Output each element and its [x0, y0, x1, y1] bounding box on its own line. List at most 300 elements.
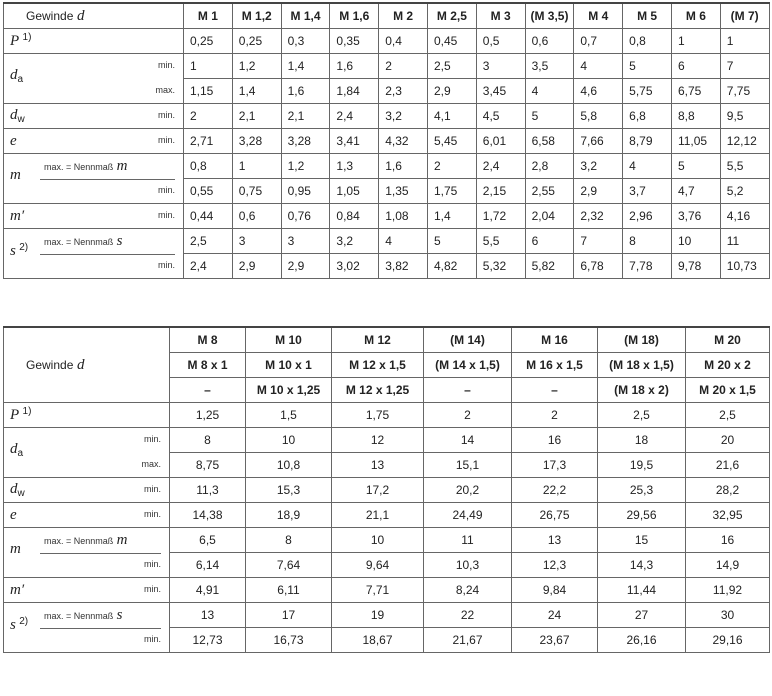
value-cell: 2,5 [598, 403, 686, 428]
row-m-max [4, 528, 770, 553]
qualifier-max-nenn: max. = Nennmaß [44, 536, 114, 546]
divider [40, 254, 175, 255]
label-symbol: m′ [10, 207, 25, 224]
value-cell: 5,8 [574, 104, 623, 129]
value-cell: 8 [170, 428, 246, 453]
label-symbol: s [10, 616, 16, 633]
value-cell: 5 [427, 229, 476, 254]
column-header: (M 3,5) [525, 3, 574, 29]
value-cell: 0,76 [281, 204, 330, 229]
value-cell: 11,3 [170, 478, 246, 503]
value-cell: 13 [512, 528, 598, 553]
value-cell: 2,9 [281, 254, 330, 279]
column-header: M 2 [379, 3, 428, 29]
value-cell: 24 [512, 603, 598, 628]
value-cell: 6 [671, 54, 720, 79]
header-label: Gewinde [26, 357, 74, 372]
value-cell: 3,45 [476, 79, 525, 104]
value-cell: 7,71 [332, 578, 424, 603]
da-symbol [10, 441, 23, 459]
value-cell: 2,4 [184, 254, 233, 279]
value-cell: 5,5 [720, 154, 769, 179]
max-nennmass [44, 532, 127, 549]
column-header: M 4 [574, 3, 623, 29]
value-cell: 5,2 [720, 179, 769, 204]
qualifier-min: min. [143, 584, 161, 594]
column-header: M 8 x 1 [170, 353, 246, 378]
value-cell: 0,7 [574, 29, 623, 54]
value-cell: 3,76 [671, 204, 720, 229]
m-symbol [10, 541, 21, 558]
value-cell: 4,32 [379, 129, 428, 154]
value-cell: 9,64 [332, 553, 424, 578]
label-subscript: a [17, 73, 24, 85]
footnote-ref: 2) [19, 615, 29, 627]
value-cell: 5,82 [525, 254, 574, 279]
nenn-symbol: s [116, 233, 123, 249]
value-cell: 12,3 [512, 553, 598, 578]
value-cell: 1,75 [332, 403, 424, 428]
value-cell: 15 [598, 528, 686, 553]
value-cell: 7,64 [246, 553, 332, 578]
column-header: (M 14) [424, 327, 512, 353]
value-cell: 2 [184, 104, 233, 129]
value-cell: 3 [281, 229, 330, 254]
value-cell: 9,78 [671, 254, 720, 279]
value-cell: 14,9 [686, 553, 770, 578]
value-cell: 21,1 [332, 503, 424, 528]
value-cell: 1,3 [330, 154, 379, 179]
value-cell: 1 [720, 29, 769, 54]
label-symbol: e [10, 132, 17, 149]
value-cell: 1,2 [232, 54, 281, 79]
header-symbol: d [77, 356, 85, 373]
value-cell: 2 [427, 154, 476, 179]
row-label-s-max [4, 229, 184, 254]
value-cell: 1,25 [170, 403, 246, 428]
column-header: M 10 x 1,25 [246, 378, 332, 403]
value-cell: 2,5 [184, 229, 233, 254]
value-cell: 11,92 [686, 578, 770, 603]
row-label-m-max [4, 154, 184, 179]
row-label-da-max [4, 440, 170, 478]
header-label: Gewinde [26, 8, 74, 23]
value-cell: 16 [512, 428, 598, 453]
value-cell: 2 [512, 403, 598, 428]
column-header: M 8 [170, 327, 246, 353]
value-cell: 17 [246, 603, 332, 628]
column-header: (M 18 x 1,5) [598, 353, 686, 378]
value-cell: 4 [379, 229, 428, 254]
row-label-da-max [4, 66, 184, 104]
value-cell: 1 [671, 29, 720, 54]
table-1 [3, 2, 770, 279]
value-cell: 29,16 [686, 628, 770, 653]
value-cell: 26,75 [512, 503, 598, 528]
value-cell: 0,35 [330, 29, 379, 54]
value-cell: 11,05 [671, 129, 720, 154]
value-cell: 6,14 [170, 553, 246, 578]
row-m1 [4, 204, 770, 229]
row-label-s-max [4, 603, 170, 628]
value-cell: 26,16 [598, 628, 686, 653]
value-cell: 3 [476, 54, 525, 79]
value-cell: 6 [525, 229, 574, 254]
value-cell: 19 [332, 603, 424, 628]
qualifier-min: min. [143, 509, 161, 519]
label-subscript: w [17, 488, 25, 499]
qualifier-min: min. [143, 633, 161, 644]
value-cell: 1,5 [246, 403, 332, 428]
value-cell: 1,6 [330, 54, 379, 79]
header-row [4, 3, 770, 29]
value-cell: 15,3 [246, 478, 332, 503]
row-s-min [4, 628, 770, 653]
row-label-da-min [4, 428, 170, 453]
value-cell: 8,79 [623, 129, 672, 154]
value-cell: 7,75 [720, 79, 769, 104]
qualifier-max-nenn: max. = Nennmaß [44, 237, 114, 247]
qualifier-min: min. [143, 558, 161, 569]
max-nennmass [44, 607, 122, 624]
column-header: M 20 x 1,5 [686, 378, 770, 403]
label-symbol: d [10, 481, 18, 497]
value-cell: 0,55 [184, 179, 233, 204]
value-cell: 7,78 [623, 254, 672, 279]
value-cell: 14,38 [170, 503, 246, 528]
value-cell: 10 [332, 528, 424, 553]
qualifier-min: min. [143, 484, 161, 494]
value-cell: 20 [686, 428, 770, 453]
value-cell: 6,78 [574, 254, 623, 279]
row-P [4, 403, 770, 428]
value-cell: 6,11 [246, 578, 332, 603]
value-cell: 2,71 [184, 129, 233, 154]
label-symbol: d [10, 107, 18, 123]
footnote-ref: 1) [22, 32, 32, 43]
value-cell: 4,6 [574, 79, 623, 104]
value-cell: 1,75 [427, 179, 476, 204]
column-header: M 16 x 1,5 [512, 353, 598, 378]
value-cell: 21,67 [424, 628, 512, 653]
row-da-min [4, 428, 770, 453]
label-symbol: m′ [10, 581, 25, 598]
value-cell: 3,2 [574, 154, 623, 179]
label-subscript: a [17, 447, 24, 459]
value-cell: 0,75 [232, 179, 281, 204]
row-s-min [4, 254, 770, 279]
value-cell: 0,95 [281, 179, 330, 204]
row-label-e [4, 129, 184, 154]
value-cell: 23,67 [512, 628, 598, 653]
value-cell: 6,5 [170, 528, 246, 553]
column-header: M 12 [332, 327, 424, 353]
value-cell: 2,3 [379, 79, 428, 104]
nenn-symbol: s [116, 607, 123, 623]
value-cell: 0,8 [184, 154, 233, 179]
nenn-symbol: m [116, 158, 128, 174]
value-cell: 12,12 [720, 129, 769, 154]
column-header: M 20 [686, 327, 770, 353]
qualifier-max: max. [141, 458, 161, 469]
value-cell: 2,9 [232, 254, 281, 279]
row-dw [4, 478, 770, 503]
value-cell: 14,3 [598, 553, 686, 578]
value-cell: 5 [623, 54, 672, 79]
row-label-dw [4, 104, 184, 129]
qualifier-min: min. [157, 110, 175, 120]
value-cell: 4,1 [427, 104, 476, 129]
row-label-P [4, 403, 170, 428]
value-cell: 1,2 [281, 154, 330, 179]
value-cell: 11 [720, 229, 769, 254]
column-header: (M 18) [598, 327, 686, 353]
column-header: (M 14 x 1,5) [424, 353, 512, 378]
value-cell: 1 [232, 154, 281, 179]
qualifier-min: min. [143, 434, 161, 444]
value-cell: 24,49 [424, 503, 512, 528]
value-cell: 8 [623, 229, 672, 254]
divider [40, 628, 161, 629]
value-cell: 0,8 [623, 29, 672, 54]
value-cell: 0,25 [184, 29, 233, 54]
column-header: M 10 [246, 327, 332, 353]
column-header: M 3 [476, 3, 525, 29]
value-cell: 4 [525, 79, 574, 104]
value-cell: 1,4 [427, 204, 476, 229]
column-header: M 12 x 1,5 [332, 353, 424, 378]
value-cell: 6,58 [525, 129, 574, 154]
qualifier-min: min. [157, 259, 175, 270]
s-symbol [10, 242, 28, 260]
row-m1 [4, 578, 770, 603]
value-cell: 8 [246, 528, 332, 553]
value-cell: 1,35 [379, 179, 428, 204]
value-cell: 2,96 [623, 204, 672, 229]
row-label-m1 [4, 578, 170, 603]
label-subscript: w [17, 114, 25, 125]
value-cell: 1,4 [232, 79, 281, 104]
value-cell: 1,4 [281, 54, 330, 79]
row-s-max [4, 229, 770, 254]
footnote-ref: 1) [22, 406, 32, 417]
row-da-max [4, 79, 770, 104]
value-cell: 5,75 [623, 79, 672, 104]
column-header: (M 18 x 2) [598, 378, 686, 403]
value-cell: 5,45 [427, 129, 476, 154]
qualifier-min: min. [157, 135, 175, 145]
value-cell: 6,8 [623, 104, 672, 129]
qualifier-max: max. [155, 84, 175, 95]
value-cell: 2 [424, 403, 512, 428]
label-symbol: s [10, 242, 16, 259]
value-cell: 13 [332, 453, 424, 478]
value-cell: 1,6 [379, 154, 428, 179]
column-header: M 1,2 [232, 3, 281, 29]
value-cell: 2,9 [427, 79, 476, 104]
column-header: M 5 [623, 3, 672, 29]
value-cell: 6,01 [476, 129, 525, 154]
value-cell: 0,45 [427, 29, 476, 54]
value-cell: 3,5 [525, 54, 574, 79]
value-cell: 7 [574, 229, 623, 254]
row-m-min [4, 553, 770, 578]
value-cell: 7,66 [574, 129, 623, 154]
column-header: – [424, 378, 512, 403]
value-cell: 22,2 [512, 478, 598, 503]
value-cell: 15,1 [424, 453, 512, 478]
row-label-P [4, 29, 184, 54]
value-cell: 29,56 [598, 503, 686, 528]
value-cell: 32,95 [686, 503, 770, 528]
value-cell: 9,84 [512, 578, 598, 603]
value-cell: 4 [623, 154, 672, 179]
value-cell: 10,3 [424, 553, 512, 578]
value-cell: 30 [686, 603, 770, 628]
value-cell: 27 [598, 603, 686, 628]
column-header: M 1 [184, 3, 233, 29]
value-cell: 18,9 [246, 503, 332, 528]
value-cell: 4,91 [170, 578, 246, 603]
value-cell: 18,67 [332, 628, 424, 653]
label-symbol: e [10, 506, 17, 523]
row-m-min [4, 179, 770, 204]
value-cell: 2,04 [525, 204, 574, 229]
value-cell: 1 [184, 54, 233, 79]
value-cell: 0,5 [476, 29, 525, 54]
label-symbol: d [10, 66, 18, 83]
value-cell: 4,5 [476, 104, 525, 129]
row-da-max [4, 453, 770, 478]
value-cell: 2,5 [427, 54, 476, 79]
value-cell: 17,3 [512, 453, 598, 478]
value-cell: 9,5 [720, 104, 769, 129]
header-gewinde [4, 3, 184, 29]
max-nennmass [44, 158, 127, 175]
value-cell: 7 [720, 54, 769, 79]
row-e [4, 503, 770, 528]
value-cell: 10,73 [720, 254, 769, 279]
value-cell: 5,32 [476, 254, 525, 279]
column-header: – [512, 378, 598, 403]
value-cell: 0,84 [330, 204, 379, 229]
column-header: M 2,5 [427, 3, 476, 29]
value-cell: 8,8 [671, 104, 720, 129]
value-cell: 3,28 [232, 129, 281, 154]
value-cell: 16 [686, 528, 770, 553]
value-cell: 16,73 [246, 628, 332, 653]
value-cell: 19,5 [598, 453, 686, 478]
header-symbol: d [77, 7, 85, 24]
value-cell: 0,6 [525, 29, 574, 54]
value-cell: 14 [424, 428, 512, 453]
value-cell: 2,8 [525, 154, 574, 179]
qualifier-min: min. [157, 184, 175, 195]
value-cell: 21,6 [686, 453, 770, 478]
column-header: M 1,6 [330, 3, 379, 29]
label-symbol: m [10, 166, 21, 183]
value-cell: 3,2 [330, 229, 379, 254]
value-cell: 3,28 [281, 129, 330, 154]
column-header: M 10 x 1 [246, 353, 332, 378]
row-da-min [4, 54, 770, 79]
value-cell: 1,72 [476, 204, 525, 229]
value-cell: 2,55 [525, 179, 574, 204]
da-symbol [10, 67, 23, 85]
value-cell: 1,15 [184, 79, 233, 104]
value-cell: 12,73 [170, 628, 246, 653]
value-cell: 3,82 [379, 254, 428, 279]
value-cell: 5 [671, 154, 720, 179]
value-cell: 11 [424, 528, 512, 553]
value-cell: 8,75 [170, 453, 246, 478]
column-header: (M 7) [720, 3, 769, 29]
row-e [4, 129, 770, 154]
column-header: – [170, 378, 246, 403]
value-cell: 4,7 [671, 179, 720, 204]
value-cell: 4 [574, 54, 623, 79]
value-cell: 11,44 [598, 578, 686, 603]
value-cell: 2,1 [232, 104, 281, 129]
label-symbol: d [10, 440, 18, 457]
label-symbol: m [10, 540, 21, 557]
value-cell: 1,08 [379, 204, 428, 229]
value-cell: 2,4 [476, 154, 525, 179]
value-cell: 1,6 [281, 79, 330, 104]
row-label-m-max [4, 528, 170, 553]
column-header: M 16 [512, 327, 598, 353]
row-label-da-min [4, 54, 184, 79]
value-cell: 13 [170, 603, 246, 628]
value-cell: 12 [332, 428, 424, 453]
header-row [4, 327, 770, 353]
value-cell: 3,02 [330, 254, 379, 279]
header-gewinde [4, 327, 170, 403]
row-label-dw [4, 478, 170, 503]
value-cell: 0,6 [232, 204, 281, 229]
column-header: M 6 [671, 3, 720, 29]
value-cell: 0,3 [281, 29, 330, 54]
value-cell: 0,44 [184, 204, 233, 229]
value-cell: 10 [671, 229, 720, 254]
column-header: M 1,4 [281, 3, 330, 29]
value-cell: 3,41 [330, 129, 379, 154]
qualifier-min: min. [157, 60, 175, 70]
footnote-ref: 2) [19, 241, 29, 253]
value-cell: 5 [525, 104, 574, 129]
row-P [4, 29, 770, 54]
value-cell: 4,16 [720, 204, 769, 229]
row-label-m1 [4, 204, 184, 229]
value-cell: 20,2 [424, 478, 512, 503]
value-cell: 2,32 [574, 204, 623, 229]
m-symbol [10, 167, 21, 184]
value-cell: 3,2 [379, 104, 428, 129]
value-cell: 2,9 [574, 179, 623, 204]
column-header: M 12 x 1,25 [332, 378, 424, 403]
value-cell: 1,05 [330, 179, 379, 204]
value-cell: 6,75 [671, 79, 720, 104]
value-cell: 2,4 [330, 104, 379, 129]
table-2 [3, 326, 770, 653]
value-cell: 10 [246, 428, 332, 453]
row-m-max [4, 154, 770, 179]
value-cell: 5,5 [476, 229, 525, 254]
label-symbol: P [10, 33, 20, 49]
divider [40, 553, 161, 554]
value-cell: 1,84 [330, 79, 379, 104]
qualifier-max-nenn: max. = Nennmaß [44, 611, 114, 621]
